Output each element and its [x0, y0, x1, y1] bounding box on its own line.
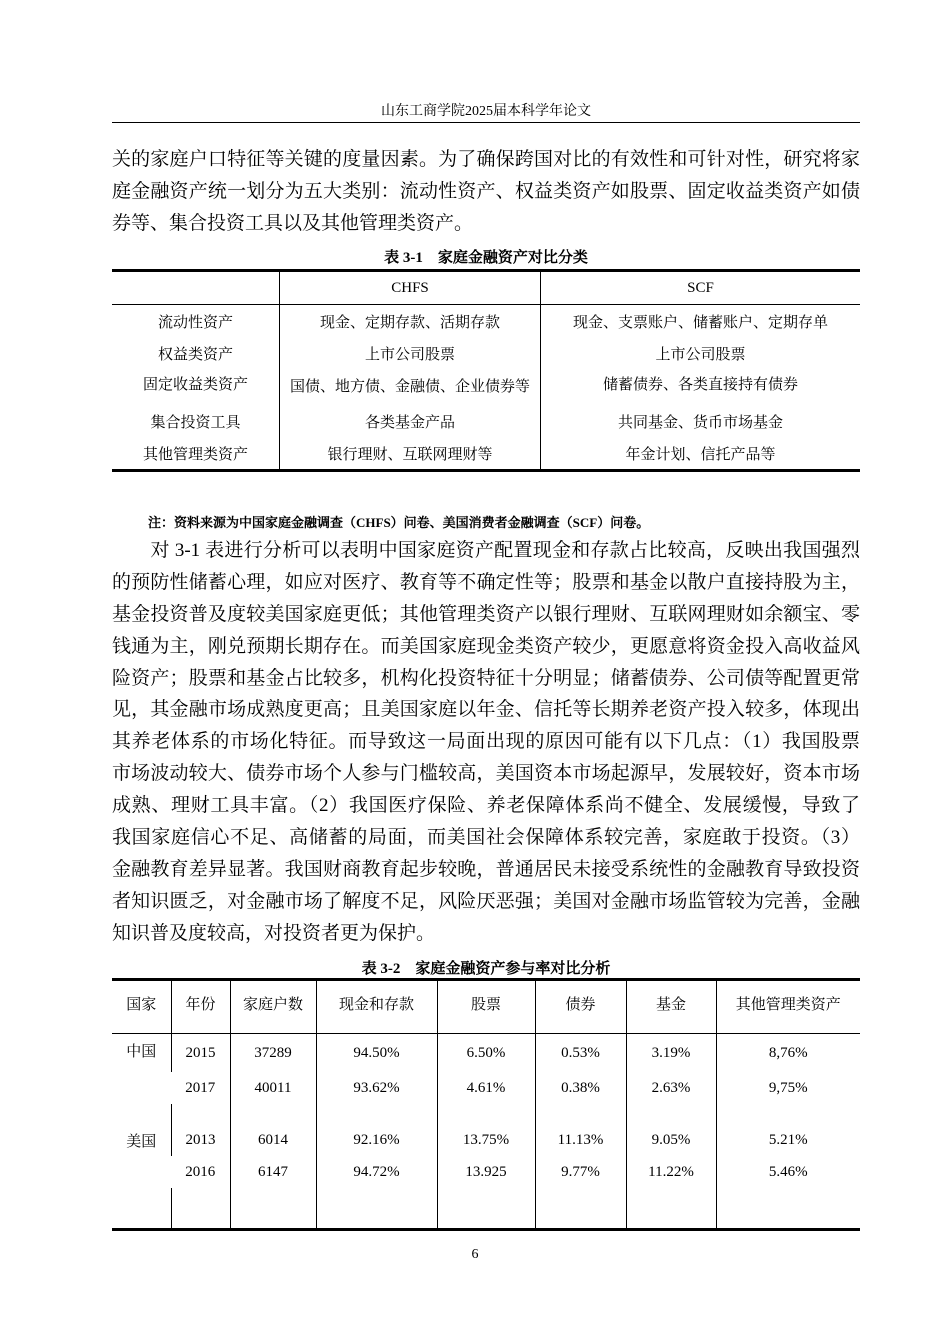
- table-cell: 13.925: [437, 1156, 535, 1188]
- table-cell: 94.72%: [316, 1156, 437, 1188]
- table-cell: 93.62%: [316, 1072, 437, 1104]
- table-cell: 国债、地方债、金融债、企业债券等: [280, 369, 541, 405]
- table-cell: 0.53%: [535, 1034, 626, 1073]
- table-cell: 8,76%: [716, 1034, 860, 1073]
- country-cell: 美国: [126, 1134, 157, 1150]
- table-cell: 2016: [185, 1163, 216, 1180]
- table-cell: 固定收益类资产: [142, 377, 248, 393]
- table-header-row: [112, 980, 860, 1034]
- spacer-cell: [716, 1188, 860, 1230]
- table-cell: 2.63%: [626, 1072, 716, 1104]
- table-cell: 上市公司股票: [655, 346, 746, 363]
- text-line: 关的家庭户口特征等关键的度量因素。为了确保跨国对比的有效性和可针对性，研究将家: [112, 149, 860, 170]
- table-cell: 11.22%: [626, 1156, 716, 1188]
- spacer-cell: [437, 1188, 535, 1230]
- table-cell: 9,75%: [716, 1072, 860, 1104]
- table-1-note: 注：资料来源为中国家庭金融调查（CHFS）问卷、美国消费者金融调查（SCF）问卷。: [148, 515, 650, 530]
- page-number: 6: [471, 1247, 479, 1262]
- table-cell: 92.16%: [316, 1124, 437, 1156]
- table-cell: 各类基金产品: [280, 405, 541, 437]
- table-cell: 流动性资产: [157, 314, 233, 331]
- table-cell: 9.05%: [626, 1124, 716, 1156]
- table-header-row: [112, 271, 860, 305]
- table-row: [112, 369, 860, 405]
- text-line: 钱通为主，刚兑预期长期存在。而美国家庭现金类资产较少，更愿意将资金投入高收益风: [112, 635, 860, 657]
- table-row: [112, 305, 860, 338]
- header-cell: SCF: [687, 279, 714, 296]
- spacer-cell: [230, 1104, 316, 1124]
- text-line: 见，其金融市场成熟度更高；且美国家庭以年金、信托等长期养老资产投入较多，体现出: [112, 699, 860, 721]
- table-cell: 94.50%: [316, 1034, 437, 1073]
- spacer-row: [112, 1104, 860, 1124]
- spacer-cell: [112, 1104, 171, 1124]
- header-cell: 其他管理类资产: [716, 980, 860, 1034]
- table-row: [112, 1124, 860, 1156]
- text-line: 市场波动较大、债券市场个人参与门槛较高，美国资本市场起源早，发展较好，资本市场: [112, 763, 860, 785]
- spacer-cell: [316, 1188, 437, 1230]
- header-cell: 家庭户数: [230, 980, 316, 1034]
- table-cell: 集合投资工具: [150, 414, 241, 431]
- table-cell: 6014: [230, 1124, 316, 1156]
- table-cell: 0.38%: [535, 1072, 626, 1104]
- table-cell: 现金、定期存款、活期存款: [280, 305, 541, 338]
- text-line: 金融教育差异显著。我国财商教育起步较晚，普通居民未接受系统性的金融教育导致投资: [112, 858, 860, 880]
- table-cell: 2015: [171, 1034, 230, 1073]
- table-row: [112, 437, 860, 471]
- spacer-cell: [171, 1188, 230, 1230]
- text-line: 险资产；股票和基金占比较多，机构化投资特征十分明显；储蓄债券、公司债等配置更常: [112, 667, 860, 689]
- table-cell: 2013: [171, 1124, 230, 1156]
- spacer-cell: [112, 1188, 171, 1230]
- text-line: 庭金融资产统一划分为五大类别：流动性资产、权益类资产如股票、固定收益类资产如债: [112, 180, 860, 202]
- table-cell: 4.61%: [437, 1072, 535, 1104]
- text-line: 其养老体系的市场化特征。而导致这一局面出现的原因可能有以下几点：（1）我国股票: [112, 731, 860, 753]
- table-2: [112, 978, 860, 1231]
- paragraph-2: [112, 535, 860, 950]
- table-row: [112, 337, 860, 369]
- header-cell: 国家: [126, 997, 157, 1013]
- header-cell: 现金和存款: [316, 980, 437, 1034]
- text-line: 我国家庭信心不足、高储蓄的局面，而美国社会保障体系较完善，家庭敢于投资。（3）: [112, 827, 860, 849]
- header-cell: CHFS: [280, 271, 541, 305]
- header-cell: 基金: [626, 980, 716, 1034]
- text-line: 知识普及度较高，对投资者更为保护。: [112, 922, 436, 944]
- table-cell: 共同基金、货币市场基金: [617, 414, 783, 431]
- table-1-caption: 表 3-1 家庭金融资产对比分类: [384, 250, 588, 266]
- table-row: [112, 1072, 860, 1104]
- table-cell: 储蓄债券、各类直接持有债券: [602, 377, 798, 393]
- text-line: 券等、集合投资工具以及其他管理类资产。: [112, 212, 474, 234]
- text-line: 者知识匮乏，对金融市场了解度不足，风险厌恶强；美国对金融市场监管较为完善，金融: [112, 890, 860, 912]
- table-cell: 5.46%: [716, 1156, 860, 1188]
- country-cell: 中国: [126, 1044, 157, 1060]
- table-1: [112, 269, 860, 472]
- table-cell: 年金计划、信托产品等: [625, 446, 776, 463]
- spacer-cell: [716, 1104, 860, 1124]
- text-line: 对 3-1 表进行分析可以表明中国家庭资产配置现金和存款占比较高，反映出我国强烈: [112, 540, 860, 561]
- header-cell: [112, 271, 280, 305]
- text-line: 的预防性储蓄心理，如应对医疗、教育等不确定性等；股票和基金以散户直接持股为主，: [112, 571, 860, 593]
- spacer-cell: [626, 1188, 716, 1230]
- spacer-cell: [171, 1104, 230, 1124]
- spacer-cell: [626, 1104, 716, 1124]
- header-cell: 债券: [535, 980, 626, 1034]
- table-row: [112, 1156, 860, 1188]
- table-cell: 6147: [230, 1156, 316, 1188]
- table-cell: 2017: [185, 1079, 216, 1096]
- table-cell: 其他管理类资产: [142, 446, 248, 463]
- table-cell: 9.77%: [535, 1156, 626, 1188]
- table-cell: 5.21%: [716, 1124, 860, 1156]
- table-cell: 银行理财、互联网理财等: [280, 437, 541, 471]
- table-cell: 现金、支票账户、储蓄账户、定期存单: [572, 314, 828, 331]
- table-cell: 11.13%: [535, 1124, 626, 1156]
- spacer-cell: [535, 1104, 626, 1124]
- table-row: [112, 405, 860, 437]
- spacer-cell: [230, 1188, 316, 1230]
- table-cell: 上市公司股票: [280, 337, 541, 369]
- spacer-row: [112, 1188, 860, 1230]
- spacer-cell: [316, 1104, 437, 1124]
- table-cell: 权益类资产: [157, 346, 233, 363]
- text-line: 基金投资普及度较美国家庭更低；其他管理类资产以银行理财、互联网理财如余额宝、零: [112, 603, 860, 625]
- table-cell: 40011: [230, 1072, 316, 1104]
- table-cell: 6.50%: [437, 1034, 535, 1073]
- spacer-cell: [535, 1188, 626, 1230]
- paragraph-1: [112, 144, 860, 240]
- page-header: 山东工商学院2025届本科学年论文: [112, 100, 860, 123]
- table-row: [112, 1034, 860, 1073]
- table-2-caption: 表 3-2 家庭金融资产参与率对比分析: [361, 961, 611, 977]
- table-cell: 37289: [230, 1034, 316, 1073]
- table-cell: 3.19%: [626, 1034, 716, 1073]
- header-cell: 年份: [171, 980, 230, 1034]
- text-line: 成熟、理财工具丰富。（2）我国医疗保险、养老保障体系尚不健全、发展缓慢，导致了: [112, 795, 860, 817]
- header-cell: 股票: [437, 980, 535, 1034]
- table-cell: 13.75%: [437, 1124, 535, 1156]
- spacer-cell: [437, 1104, 535, 1124]
